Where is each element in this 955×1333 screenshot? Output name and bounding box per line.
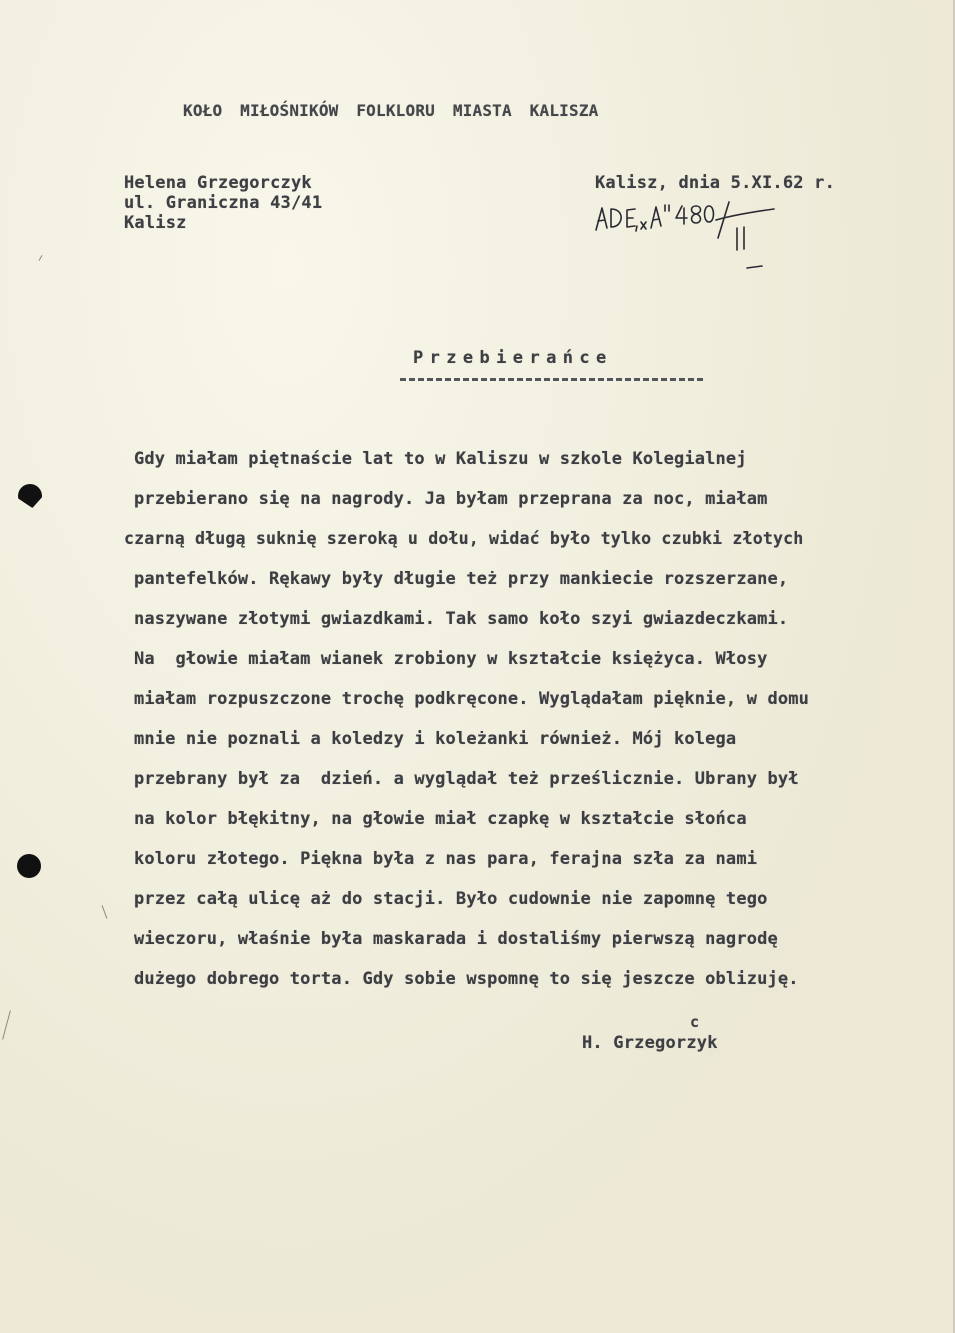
body-line-14: dużego dobrego torta. Gdy sobie wspomnę to się jeszcze oblizuję. [134, 969, 799, 989]
handwritten-archive-note [592, 198, 777, 278]
sender-street: ul. Graniczna 43/41 [124, 193, 323, 213]
punch-hole [17, 854, 41, 878]
signature-name: H. Grzegorzyk [582, 1033, 718, 1053]
body-line-12: przez całą ulicę aż do stacji. Było cudownie nie zapomnę tego [134, 889, 768, 909]
signature-mark: c [690, 1013, 700, 1031]
body-line-10: na kolor błękitny, na głowie miał czapkę w kształcie słońca [134, 809, 747, 829]
title-underline [400, 378, 703, 381]
punch-hole [18, 484, 42, 508]
document-title: Przebierańce [413, 348, 613, 368]
body-line-11: koloru złotego. Piękna była z nas para, ferajna szła za nami [134, 849, 758, 869]
date-line: Kalisz, dnia 5.XI.62 r. [595, 173, 836, 193]
body-line-7: miałam rozpuszczone trochę podkręcone. Wyglądałam pięknie, w domu [134, 689, 810, 709]
organization-header: KOŁO MIŁOŚNIKÓW FOLKLORU MIASTA KALISZA [183, 101, 599, 120]
sender-name: Helena Grzegorczyk [124, 173, 312, 193]
body-line-13: wieczoru, właśnie była maskarada i dostaliśmy pierwszą nagrodę [134, 929, 778, 949]
sender-city: Kalisz [124, 213, 187, 233]
paper-scratch [2, 1010, 11, 1039]
body-line-2: przebierano się na nagrody. Ja byłam przeprana za noc, miałam [134, 489, 768, 509]
body-line-4: pantefelków. Rękawy były długie też przy mankiecie rozszerzane, [134, 569, 789, 589]
body-line-8: mnie nie poznali a koledzy i koleżanki również. Mój kolega [134, 729, 737, 749]
body-line-9: przebrany był za dzień. a wyglądał też prześlicznie. Ubrany był [134, 769, 799, 789]
body-line-3: czarną długą suknię szeroką u dołu, widać było tylko czubki złotych [124, 529, 804, 548]
paper-scratch [102, 905, 108, 918]
body-line-6: Na głowie miałam wianek zrobiony w kształcie księżyca. Włosy [134, 649, 768, 669]
body-line-5: naszywane złotymi gwiazdkami. Tak samo koło szyi gwiazdeczkami. [134, 609, 789, 629]
body-line-1: Gdy miałam piętnaście lat to w Kaliszu w szkole Kolegialnej [134, 449, 747, 469]
paper-scratch [39, 255, 43, 261]
